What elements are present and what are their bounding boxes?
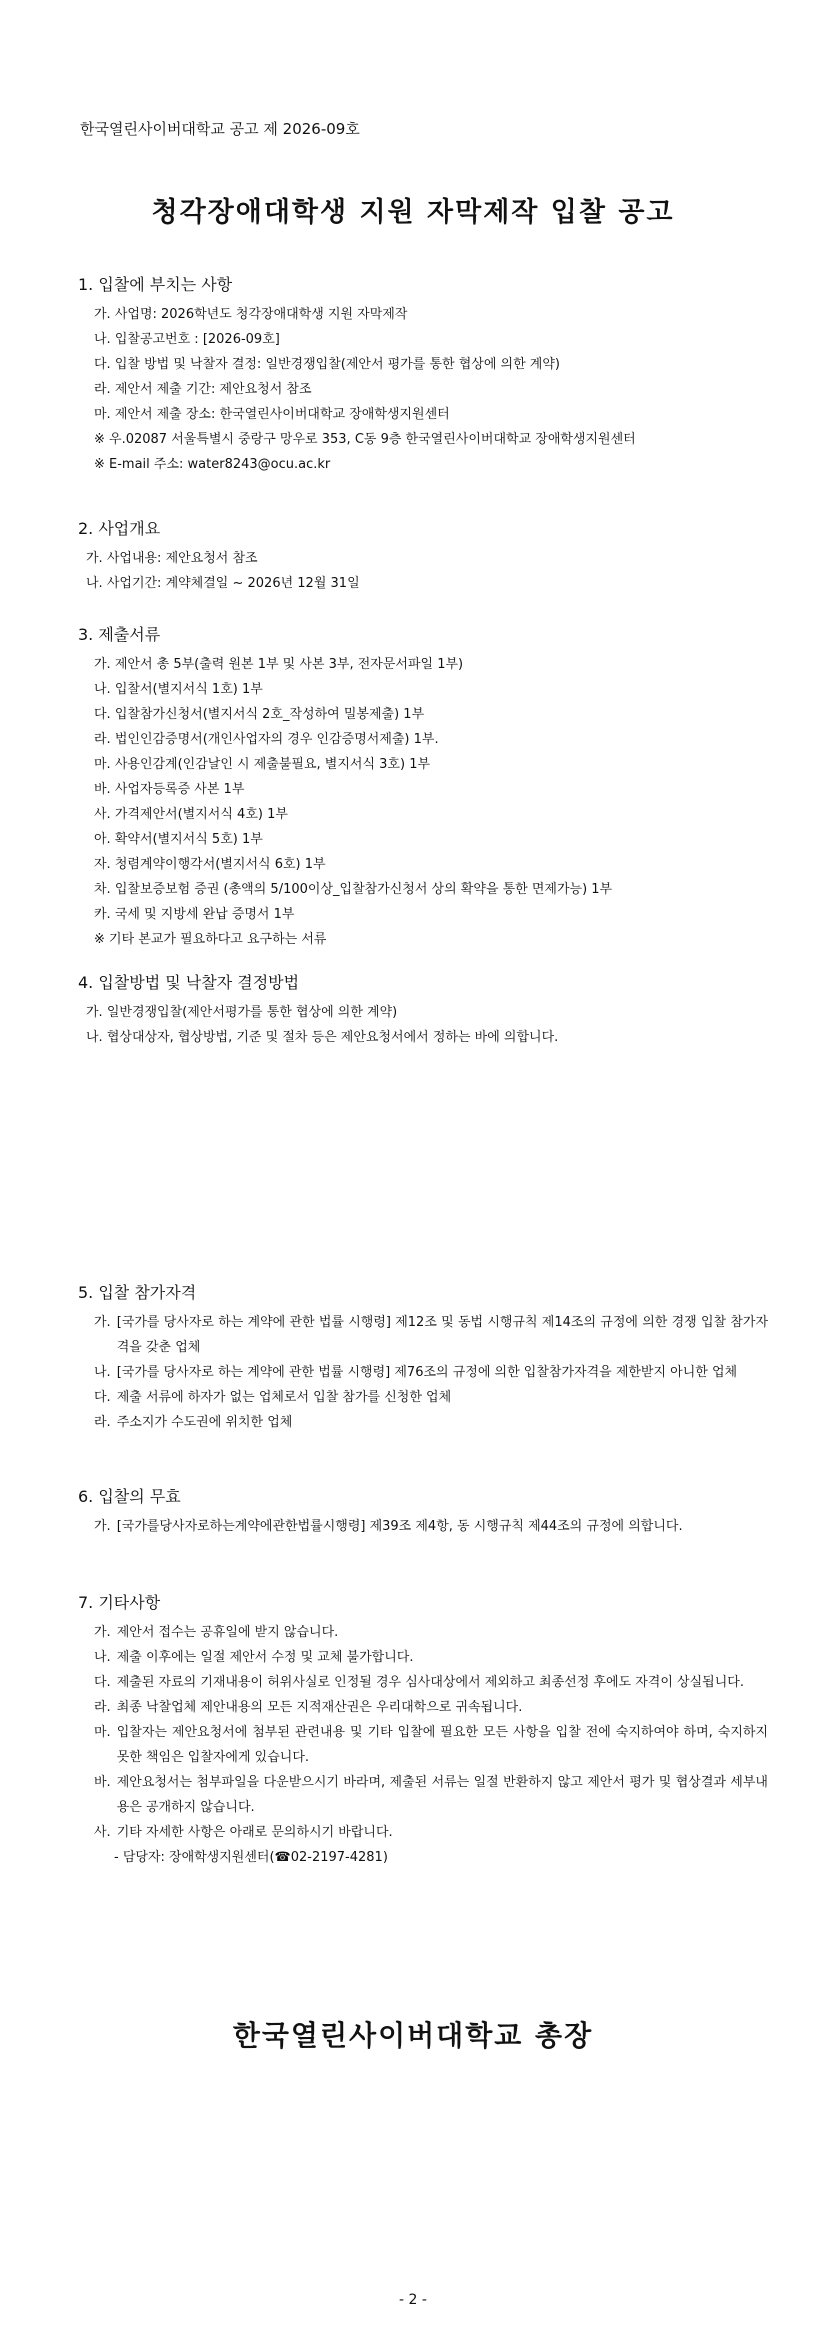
item-text: 주소지가 수도권에 위치한 업체 bbox=[116, 1415, 293, 1430]
section-required-documents bbox=[78, 622, 768, 952]
item-text: 제안요청서는 첨부파일을 다운받으시기 바라며, 제출된 서류는 일절 반환하지 않고 제안서 평가 및 협상결과 세부내용은 공개하지 않습니다. bbox=[116, 1775, 768, 1815]
list-item bbox=[78, 1820, 768, 1845]
list-item: 차. 입찰보증보험 증권 (총액의 5/100이상_입찰참가신청서 상의 확약을 통한 면제가능) 1부 bbox=[94, 882, 613, 897]
item-marker: 가. bbox=[94, 1315, 111, 1330]
list-item: 나. 협상대상자, 협상방법, 기준 및 절차 등은 제안요청서에서 정하는 바에 의합니다. bbox=[86, 1030, 559, 1045]
item-text: 최종 낙찰업체 제안내용의 모든 지적재산권은 우리대학으로 귀속됩니다. bbox=[116, 1700, 523, 1715]
section-other-matters bbox=[78, 1590, 768, 1870]
notice-number: 한국열린사이버대학교 공고 제 2026-09호 bbox=[80, 120, 360, 138]
section-bid-matters bbox=[78, 272, 768, 477]
item-text: [국가를 당사자로 하는 계약에 관한 법률 시행령] 제76조의 규정에 의한 입찰참가자격을 제한받지 아니한 업체 bbox=[116, 1365, 738, 1380]
address-note: ※ 우.02087 서울특별시 중랑구 망우로 353, C동 9층 한국열린사이버대학교 장애학생지원센터 bbox=[94, 432, 636, 447]
list-item: 나. 입찰서(별지서식 1호) 1부 bbox=[94, 682, 263, 697]
list-item bbox=[78, 1770, 768, 1820]
list-item: 가. 사업내용: 제안요청서 참조 bbox=[86, 551, 258, 566]
item-text: 제출 서류에 하자가 없는 업체로서 입찰 참가를 신청한 업체 bbox=[116, 1390, 452, 1405]
item-marker: 라. bbox=[94, 1700, 111, 1715]
section-project-overview bbox=[78, 516, 768, 596]
item-text: 제출된 자료의 기재내용이 허위사실로 인정될 경우 심사대상에서 제외하고 최종선정 후에도 자격이 상실됩니다. bbox=[116, 1675, 744, 1690]
section-heading: 6. 입찰의 무효 bbox=[78, 1487, 181, 1506]
section-heading: 3. 제출서류 bbox=[78, 625, 161, 644]
list-item: 바. 사업자등록증 사본 1부 bbox=[94, 782, 245, 797]
list-item: 다. 입찰 방법 및 낙찰자 결정: 일반경쟁입찰(제안서 평가를 통한 협상에 의한 계약) bbox=[94, 357, 560, 372]
list-item bbox=[78, 1720, 768, 1770]
list-item: 가. 일반경쟁입찰(제안서평가를 통한 협상에 의한 계약) bbox=[86, 1005, 398, 1020]
list-item bbox=[78, 1645, 768, 1670]
item-marker: 나. bbox=[94, 1365, 111, 1380]
item-marker: 나. bbox=[94, 1650, 111, 1665]
list-item bbox=[78, 1514, 768, 1539]
list-item bbox=[78, 1620, 768, 1645]
item-text: 기타 자세한 사항은 아래로 문의하시기 바랍니다. bbox=[116, 1825, 393, 1840]
list-item: 가. 사업명: 2026학년도 청각장애대학생 지원 자막제작 bbox=[94, 307, 408, 322]
list-item: 카. 국세 및 지방세 완납 증명서 1부 bbox=[94, 907, 295, 922]
item-text: [국가를 당사자로 하는 계약에 관한 법률 시행령] 제12조 및 동법 시행규칙 제14조의 규정에 의한 경쟁 입찰 참가자격을 갖춘 업체 bbox=[116, 1315, 768, 1355]
item-text: 제출 이후에는 일절 제안서 수정 및 교체 불가합니다. bbox=[116, 1650, 414, 1665]
list-item bbox=[78, 1410, 768, 1435]
section-invalid-bids bbox=[78, 1484, 768, 1539]
item-marker: 라. bbox=[94, 1415, 111, 1430]
list-item bbox=[78, 1310, 768, 1360]
section-heading: 7. 기타사항 bbox=[78, 1593, 161, 1612]
list-item: 사. 가격제안서(별지서식 4호) 1부 bbox=[94, 807, 288, 822]
item-marker: 바. bbox=[94, 1775, 111, 1790]
list-item: 가. 제안서 총 5부(출력 원본 1부 및 사본 3부, 전자문서파일 1부) bbox=[94, 657, 464, 672]
item-marker: 다. bbox=[94, 1675, 111, 1690]
item-marker: 마. bbox=[94, 1725, 111, 1740]
list-item bbox=[78, 1385, 768, 1410]
list-item: 자. 청렴계약이행각서(별지서식 6호) 1부 bbox=[94, 857, 326, 872]
item-marker: 가. bbox=[94, 1519, 111, 1534]
list-item: 나. 입찰공고번호 : [2026-09호] bbox=[94, 332, 280, 347]
list-item: 다. 입찰참가신청서(별지서식 2호_작성하여 밀봉제출) 1부 bbox=[94, 707, 425, 722]
section-heading: 2. 사업개요 bbox=[78, 519, 161, 538]
section-heading: 4. 입찰방법 및 낙찰자 결정방법 bbox=[78, 973, 300, 992]
list-item bbox=[78, 1695, 768, 1720]
list-item bbox=[78, 1670, 768, 1695]
list-item: 라. 법인인감증명서(개인사업자의 경우 인감증명서제출) 1부. bbox=[94, 732, 439, 747]
document-title: 청각장애대학생 지원 자막제작 입찰 공고 bbox=[151, 197, 675, 228]
item-text: [국가를당사자로하는계약에관한법률시행령] 제39조 제4항, 동 시행규칙 제44조의 규정에 의합니다. bbox=[116, 1519, 683, 1534]
email-note: ※ E-mail 주소: water8243@ocu.ac.kr bbox=[94, 457, 331, 472]
list-item: 라. 제안서 제출 기간: 제안요청서 참조 bbox=[94, 382, 312, 397]
item-text: 제안서 접수는 공휴일에 받지 않습니다. bbox=[116, 1625, 339, 1640]
list-item: ※ 기타 본교가 필요하다고 요구하는 서류 bbox=[94, 932, 327, 947]
section-heading: 5. 입찰 참가자격 bbox=[78, 1283, 197, 1302]
item-marker: 가. bbox=[94, 1625, 111, 1640]
list-item: 아. 확약서(별지서식 5호) 1부 bbox=[94, 832, 263, 847]
item-text: 입찰자는 제안요청서에 첨부된 관련내용 및 기타 입찰에 필요한 모든 사항을 입찰 전에 숙지하여야 하며, 숙지하지 못한 책임은 입찰자에게 있습니다. bbox=[116, 1725, 768, 1765]
section-bid-method bbox=[78, 970, 768, 1050]
section-heading: 1. 입찰에 부치는 사항 bbox=[78, 275, 233, 294]
section-eligibility bbox=[78, 1280, 768, 1435]
list-item: 마. 제안서 제출 장소: 한국열린사이버대학교 장애학생지원센터 bbox=[94, 407, 450, 422]
list-item: 나. 사업기간: 계약체결일 ~ 2026년 12월 31일 bbox=[86, 576, 360, 591]
page-number: - 2 - bbox=[399, 2292, 427, 2308]
item-marker: 사. bbox=[94, 1825, 111, 1840]
list-item: 마. 사용인감계(인감날인 시 제출불필요, 별지서식 3호) 1부 bbox=[94, 757, 431, 772]
issuer-signature: 한국열린사이버대학교 총장 bbox=[232, 2019, 594, 2052]
contact-line: - 담당자: 장애학생지원센터(☎02-2197-4281) bbox=[114, 1850, 388, 1865]
list-item bbox=[78, 1360, 768, 1385]
item-marker: 다. bbox=[94, 1390, 111, 1405]
